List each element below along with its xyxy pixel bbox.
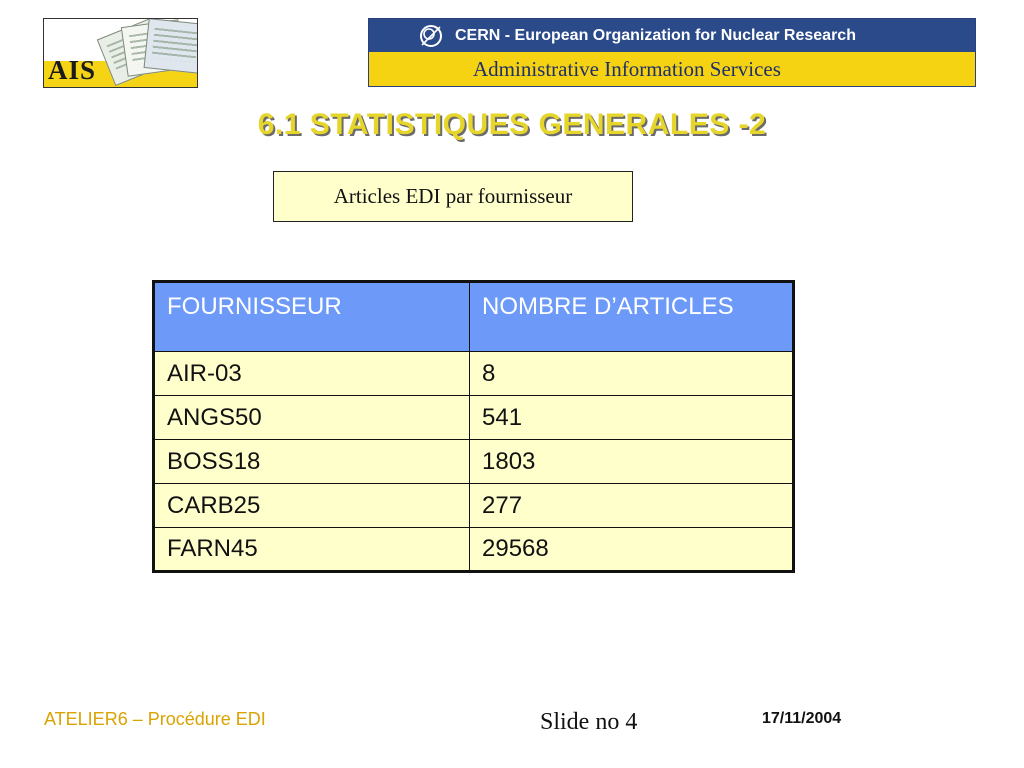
column-header-article-count: NOMBRE D’ARTICLES (470, 282, 794, 352)
table-row (154, 484, 794, 528)
logo-text: AIS (48, 55, 97, 85)
supplier-cell: FARN45 (154, 528, 470, 572)
footer-date: 17/11/2004 (762, 710, 842, 727)
footer-slide-number: Slide no 4 (540, 709, 638, 735)
supplier-cell: ANGS50 (154, 396, 470, 440)
page-title: 6.1 STATISTIQUES GENERALES -2 (257, 108, 767, 141)
table-row (154, 528, 794, 572)
cern-logo-icon (419, 24, 443, 48)
document-sheet-icon (144, 18, 198, 74)
supplier-articles-table (152, 280, 795, 573)
banner-top (369, 19, 975, 52)
supplier-cell: CARB25 (154, 484, 470, 528)
supplier-cell: AIR-03 (154, 352, 470, 396)
article-count-cell: 1803 (470, 440, 794, 484)
article-count-cell: 541 (470, 396, 794, 440)
table-header-row (154, 282, 794, 352)
table-row (154, 440, 794, 484)
banner-bottom-text: Administrative Information Services (369, 52, 975, 86)
article-count-cell: 277 (470, 484, 794, 528)
article-count-cell: 8 (470, 352, 794, 396)
ais-logo (43, 18, 198, 88)
banner-top-text: CERN - European Organization for Nuclear Research (455, 26, 856, 44)
table-row (154, 396, 794, 440)
cern-banner (368, 18, 976, 87)
supplier-cell: BOSS18 (154, 440, 470, 484)
article-count-cell: 29568 (470, 528, 794, 572)
footer-workshop-label: ATELIER6 – Procédure EDI (44, 709, 266, 729)
subtitle-box: Articles EDI par fournisseur (273, 171, 633, 222)
table-row (154, 352, 794, 396)
column-header-supplier: FOURNISSEUR (154, 282, 470, 352)
